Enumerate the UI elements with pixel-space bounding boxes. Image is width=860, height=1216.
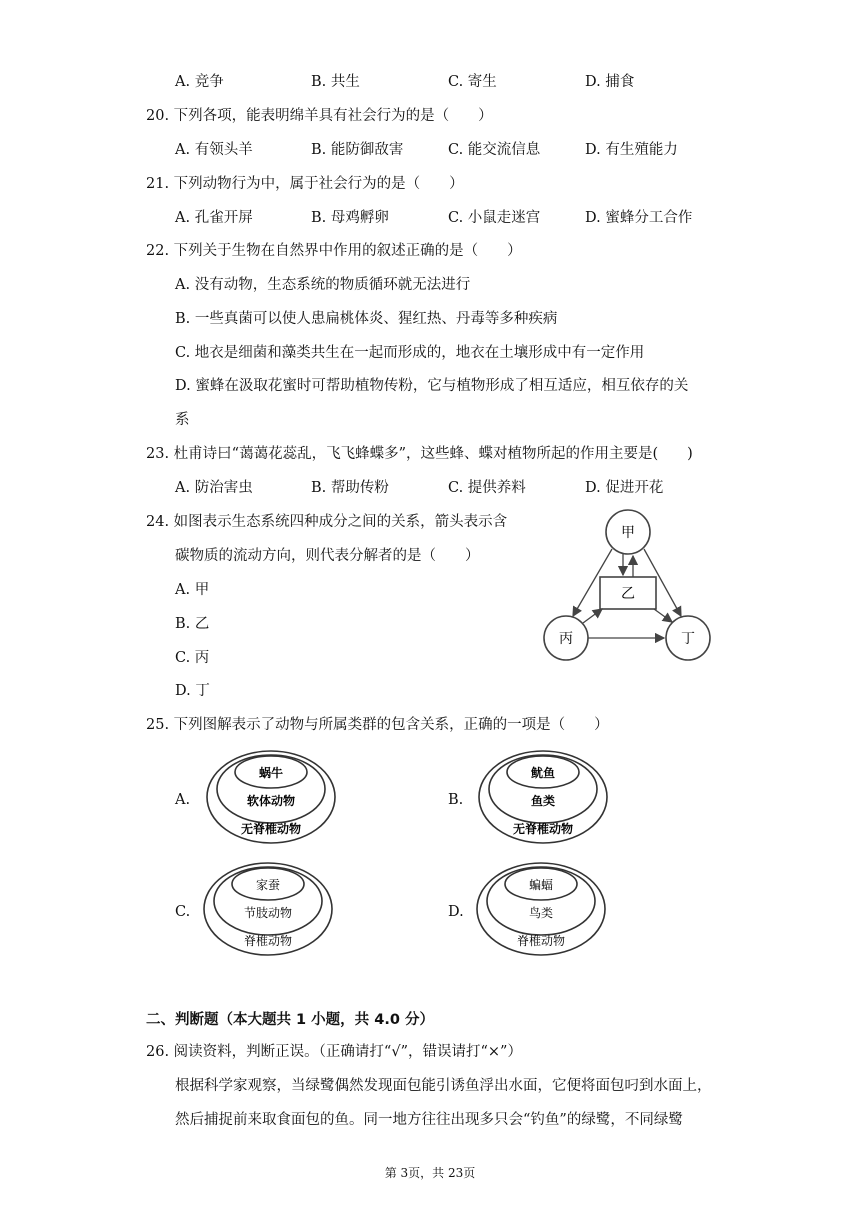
label-yi: 乙 [621,586,635,602]
q26-stem: 26. 阅读资料，判断正误。（正确请打“√”，错误请打“×”） [146,1044,522,1060]
q19-option-a: A. 竞争 [175,74,224,90]
q21-option-c: C. 小鼠走迷宫 [448,210,541,226]
q24-option-b: B. 乙 [175,616,210,632]
svg-text:无脊椎动物: 无脊椎动物 [512,822,574,836]
q23-stem: 23. 杜甫诗曰“蔼蔼花蕊乱，飞飞蜂蝶多”，这些蜂、蝶对植物所起的作用主要是( ) [146,446,693,462]
q26-paragraph-line1: 根据科学家观察，当绿鹭偶然发现面包能引诱鱼浮出水面，它便将面包叼到水面上， [175,1078,712,1094]
q19-option-d: D. 捕食 [585,74,635,90]
svg-text:蜗牛: 蜗牛 [258,766,284,780]
q22-stem: 22. 下列关于生物在自然界中作用的叙述正确的是（ ） [146,243,522,259]
q25-fig-c [201,860,336,958]
label-jia: 甲 [621,525,635,541]
q20-stem: 20. 下列各项，能表明绵羊具有社会行为的是（ ） [146,108,493,124]
page-footer: 第 3页，共 23页 [384,1166,476,1180]
q23-option-a: A. 防治害虫 [175,480,253,496]
q25-fig-c-letter: C. [175,904,191,920]
q21-option-d: D. 蜜蜂分工合作 [585,210,693,226]
q25-fig-b [476,748,611,846]
label-ding: 丁 [681,631,695,647]
svg-text:脊椎动物: 脊椎动物 [243,934,293,948]
q24-stem-line2: 碳物质的流动方向，则代表分解者的是（ ） [175,548,480,564]
q20-option-c: C. 能交流信息 [448,142,541,158]
section-title-judgment: 二、判断题（本大题共 1 小题，共 4.0 分） [146,1012,434,1028]
q20-option-a: A. 有领头羊 [175,142,253,158]
q26-paragraph-line2: 然后捕捉前来取食面包的鱼。同一地方往往出现多只会“钓鱼”的绿鹭，不同绿鹭 [175,1112,683,1128]
q21-option-b: B. 母鸡孵卵 [311,210,389,226]
q20-option-b: B. 能防御敌害 [311,142,404,158]
q25-fig-d-letter: D. [448,904,464,920]
svg-text:节肢动物: 节肢动物 [243,906,293,920]
q25-fig-b-letter: B. [448,792,464,808]
q25-fig-a [204,748,339,846]
svg-text:鱿鱼: 鱿鱼 [530,766,556,780]
q25-stem: 25. 下列图解表示了动物与所属类群的包含关系，正确的一项是（ ） [146,717,609,733]
ecosystem-diagram [535,505,720,665]
q22-option-c: C. 地衣是细菌和藻类共生在一起而形成的，地衣在土壤形成中有一定作用 [175,345,645,361]
q23-option-b: B. 帮助传粉 [311,480,389,496]
q22-option-d: D. 蜜蜂在汲取花蜜时可帮助植物传粉，它与植物形成了相互适应，相互依存的关 [175,378,689,394]
q22-option-d-cont: 系 [175,412,190,428]
q24-option-a: A. 甲 [175,582,210,598]
svg-text:无脊椎动物: 无脊椎动物 [240,822,302,836]
q22-option-a: A. 没有动物，生态系统的物质循环就无法进行 [175,277,471,293]
svg-text:鸟类: 鸟类 [528,906,554,920]
svg-text:家蚕: 家蚕 [255,878,281,892]
q24-option-d: D. 丁 [175,683,210,699]
q25-fig-a-letter: A. [175,792,191,808]
q25-fig-d [474,860,609,958]
q23-option-c: C. 提供养料 [448,480,526,496]
q22-option-b: B. 一些真菌可以使人患扁桃体炎、猩红热、丹毒等多种疾病 [175,311,558,327]
q24-option-c: C. 丙 [175,650,210,666]
svg-text:蝙蝠: 蝙蝠 [528,878,554,892]
q23-option-d: D. 促进开花 [585,480,664,496]
q19-option-c: C. 寄生 [448,74,497,90]
svg-text:软体动物: 软体动物 [246,794,296,808]
svg-text:鱼类: 鱼类 [530,794,556,808]
label-bing: 丙 [559,631,573,647]
q21-stem: 21. 下列动物行为中，属于社会行为的是（ ） [146,176,464,192]
q19-option-b: B. 共生 [311,74,360,90]
q21-option-a: A. 孔雀开屏 [175,210,253,226]
q20-option-d: D. 有生殖能力 [585,142,678,158]
q24-stem-line1: 24. 如图表示生态系统四种成分之间的关系，箭头表示含 [146,514,508,530]
svg-text:脊椎动物: 脊椎动物 [516,934,566,948]
